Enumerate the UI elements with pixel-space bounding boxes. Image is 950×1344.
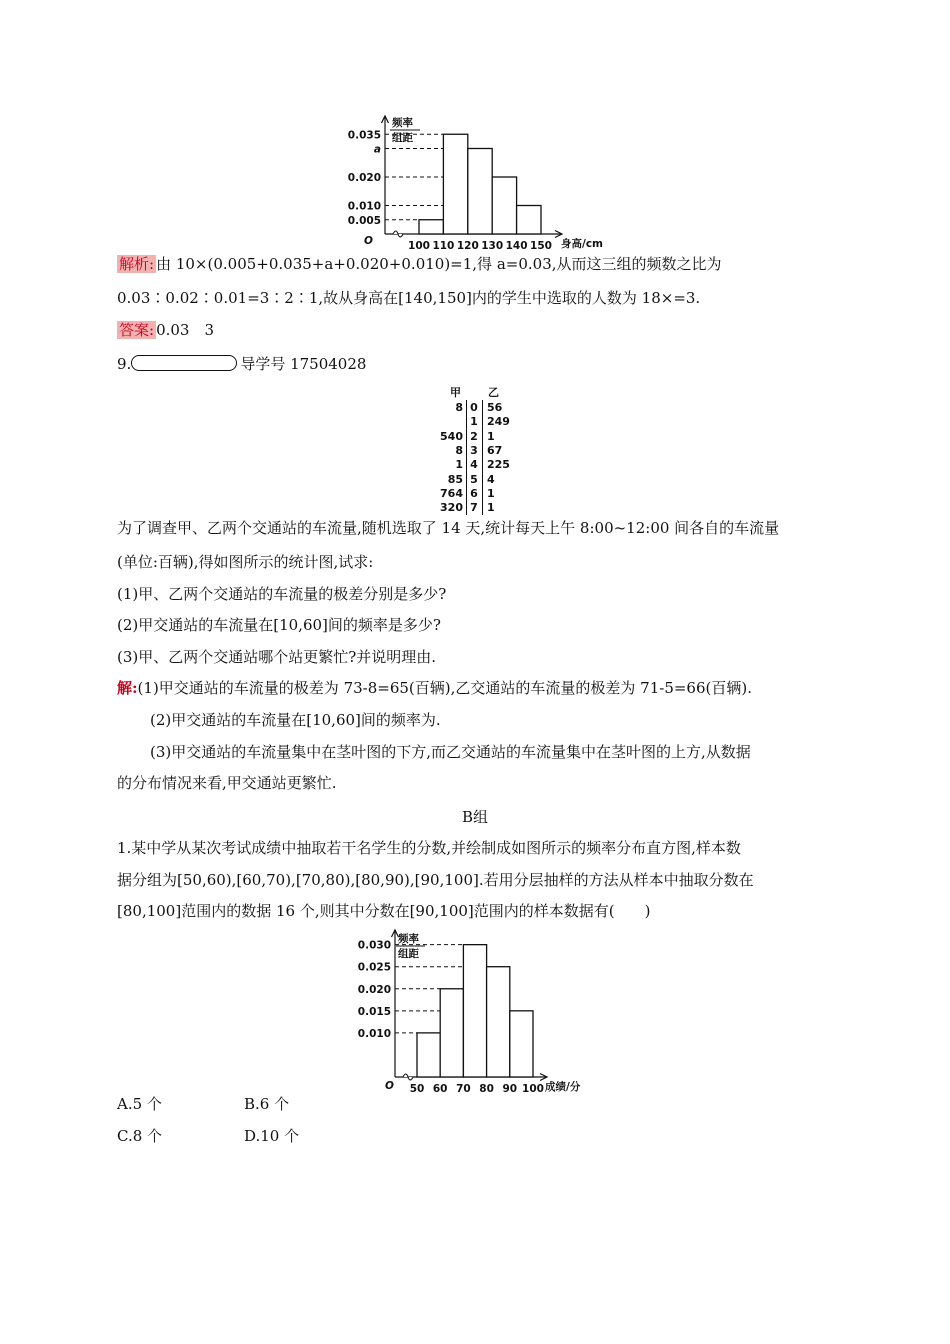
q9-sol3-line1: (3)甲交通站的车流量集中在茎叶图的下方,而乙交通站的车流量集中在茎叶图的上方,从数据 bbox=[150, 743, 751, 761]
x-tick-label: 150 bbox=[530, 240, 552, 252]
stem-leaf-row bbox=[436, 415, 526, 429]
x-tick-label: 130 bbox=[481, 240, 504, 252]
axis-break-mark bbox=[393, 231, 403, 237]
y-axis-label-top: 频率 bbox=[392, 117, 413, 129]
score-histogram bbox=[355, 927, 595, 1097]
q8-answer-line bbox=[117, 320, 214, 340]
header-jia: 甲 bbox=[450, 386, 461, 399]
stem-leaf-header bbox=[436, 384, 526, 398]
stem-value: 1 bbox=[470, 415, 478, 429]
stem-value: 2 bbox=[470, 429, 478, 443]
option-a: A.5 个 bbox=[117, 1095, 162, 1113]
axis-break-mark bbox=[403, 1074, 413, 1080]
histogram-bar bbox=[510, 1011, 533, 1077]
b-q1-line1: 1.某中学从某次考试成绩中抽取若干名学生的分数,并绘制成如图所示的频率分布直方图,样本数 bbox=[117, 839, 741, 857]
histogram-bar bbox=[492, 177, 516, 234]
q9-guide-number: 导学号 17504028 bbox=[240, 355, 367, 373]
right-leaves: 67 bbox=[487, 443, 503, 457]
stem-leaf-row bbox=[436, 501, 526, 515]
stem-leaf-plot bbox=[436, 384, 526, 515]
stem-divider-left bbox=[466, 400, 467, 515]
option-d: D.10 个 bbox=[244, 1127, 300, 1145]
y-tick-label: 0.035 bbox=[347, 129, 381, 142]
answer-tag: 答案: bbox=[119, 321, 155, 339]
q9-sub1: (1)甲、乙两个交通站的车流量的极差分别是多少? bbox=[117, 585, 447, 603]
stem-value: 4 bbox=[470, 458, 478, 472]
histogram-bar bbox=[463, 945, 486, 1077]
y-tick-label: 0.025 bbox=[357, 961, 391, 974]
stem-value: 6 bbox=[470, 486, 478, 500]
y-axis-label-bottom: 组距 bbox=[398, 948, 419, 960]
x-tick-label: 100 bbox=[408, 240, 430, 252]
analysis-tag: 解析: bbox=[119, 255, 155, 273]
y-tick-label: 0.010 bbox=[347, 200, 381, 213]
header-yi: 乙 bbox=[488, 386, 499, 399]
y-tick-label: 0.030 bbox=[357, 939, 391, 952]
left-leaves: 8 bbox=[455, 443, 463, 457]
option-b: B.6 个 bbox=[244, 1095, 290, 1113]
left-leaves: 85 bbox=[447, 472, 463, 486]
stem-leaf-row bbox=[436, 401, 526, 415]
q9-sol1 bbox=[117, 678, 752, 698]
x-tick-label: 70 bbox=[456, 1083, 471, 1095]
left-leaves: 764 bbox=[440, 486, 463, 500]
histogram-bar bbox=[417, 1033, 440, 1077]
y-tick-label: 0.015 bbox=[357, 1005, 391, 1018]
q8-analysis-line1 bbox=[117, 254, 722, 274]
q9-stem-line1: 为了调查甲、乙两个交通站的车流量,随机选取了 14 天,统计每天上午 8:00~12:00 间各自的车流量 bbox=[117, 519, 780, 537]
right-leaves: 56 bbox=[487, 401, 503, 414]
histogram-bar bbox=[440, 989, 463, 1077]
q9-heading bbox=[117, 354, 366, 374]
q8-analysis-line2: 0.03∶0.02∶0.01=3∶2∶1,故从身高在[140,150]内的学生中选取的人数为 18×=3. bbox=[117, 289, 701, 307]
guide-badge bbox=[131, 355, 237, 371]
y-tick-label: 0.010 bbox=[357, 1027, 391, 1040]
stem-divider-right bbox=[482, 400, 483, 515]
y-tick-label: 0.020 bbox=[357, 983, 391, 996]
b-q1-line2: 据分组为[50,60),[60,70),[70,80),[80,90),[90,100].若用分层抽样的方法从样本中抽取分数在 bbox=[117, 871, 754, 889]
x-tick-label: 140 bbox=[505, 240, 528, 252]
stem-leaf-row bbox=[436, 487, 526, 501]
left-leaves: 8 bbox=[455, 401, 463, 414]
stem-value: 3 bbox=[470, 443, 478, 457]
q9-sol2: (2)甲交通站的车流量在[10,60]间的频率为. bbox=[150, 711, 441, 729]
stem-leaf-row bbox=[436, 458, 526, 472]
x-axis-label: 成绩/分 bbox=[545, 1081, 581, 1093]
stem-leaf-row bbox=[436, 430, 526, 444]
stem-leaf-row bbox=[436, 473, 526, 487]
stem-leaf-row bbox=[436, 444, 526, 458]
right-leaves: 225 bbox=[487, 458, 510, 472]
histogram-bar bbox=[419, 220, 443, 234]
x-tick-label: 120 bbox=[456, 240, 479, 252]
y-axis-label-top: 频率 bbox=[398, 933, 419, 945]
b-q1-line3: [80,100]范围内的数据 16 个,则其中分数在[90,100]范围内的样本数据有( ) bbox=[117, 902, 651, 920]
option-c: C.8 个 bbox=[117, 1127, 163, 1145]
x-tick-label: 110 bbox=[432, 240, 455, 252]
y-tick-label: a bbox=[373, 143, 381, 156]
right-leaves: 4 bbox=[487, 472, 495, 486]
score-histogram-marks bbox=[358, 930, 547, 1095]
left-leaves: 1 bbox=[455, 458, 463, 472]
height-histogram bbox=[340, 110, 630, 260]
y-axis-label-bottom: 组距 bbox=[392, 132, 413, 144]
x-tick-label: 90 bbox=[502, 1083, 518, 1095]
analysis-text-1: 由 10×(0.005+0.035+a+0.020+0.010)=1,得 a=0.03,从而这三组的频数之比为 bbox=[156, 255, 722, 273]
x-tick-label: 60 bbox=[432, 1083, 448, 1095]
origin-label: O bbox=[385, 1080, 394, 1092]
histogram-bar bbox=[468, 149, 492, 235]
q9-number: 9. bbox=[117, 355, 132, 373]
q9-sub3: (3)甲、乙两个交通站哪个站更繁忙?并说明理由. bbox=[117, 648, 437, 666]
group-b-title: B组 bbox=[461, 808, 489, 826]
y-tick-label: 0.005 bbox=[347, 214, 381, 227]
origin-label: O bbox=[364, 235, 373, 247]
left-leaves: 540 bbox=[440, 429, 463, 443]
right-leaves: 1 bbox=[487, 501, 495, 515]
y-tick-label: 0.020 bbox=[347, 172, 381, 184]
histogram-bar bbox=[443, 134, 467, 234]
histogram-bar bbox=[487, 967, 510, 1077]
stem-value: 7 bbox=[470, 501, 478, 515]
x-axis-label: 身高/cm bbox=[561, 238, 603, 250]
right-leaves: 1 bbox=[487, 429, 495, 443]
q9-sol3-line2: 的分布情况来看,甲交通站更繁忙. bbox=[117, 774, 337, 792]
stem-value: 5 bbox=[470, 472, 478, 486]
q9-sub2: (2)甲交通站的车流量在[10,60]间的频率是多少? bbox=[117, 616, 441, 634]
q9-stem-line2: (单位:百辆),得如图所示的统计图,试求: bbox=[117, 553, 374, 571]
solution-label: 解: bbox=[117, 679, 138, 697]
x-tick-label: 80 bbox=[479, 1083, 494, 1095]
right-leaves: 1 bbox=[487, 486, 495, 500]
x-tick-label: 50 bbox=[409, 1083, 425, 1095]
sol1-text: (1)甲交通站的车流量的极差为 73-8=65(百辆),乙交通站的车流量的极差为 71-5=66(百辆). bbox=[137, 679, 752, 697]
height-histogram-marks bbox=[348, 116, 562, 252]
stem-value: 0 bbox=[470, 401, 478, 414]
histogram-bar bbox=[517, 206, 541, 235]
answer-text: 0.03 3 bbox=[156, 321, 215, 339]
x-tick-label: 100 bbox=[522, 1083, 544, 1095]
right-leaves: 249 bbox=[487, 415, 510, 429]
left-leaves: 320 bbox=[440, 501, 463, 515]
